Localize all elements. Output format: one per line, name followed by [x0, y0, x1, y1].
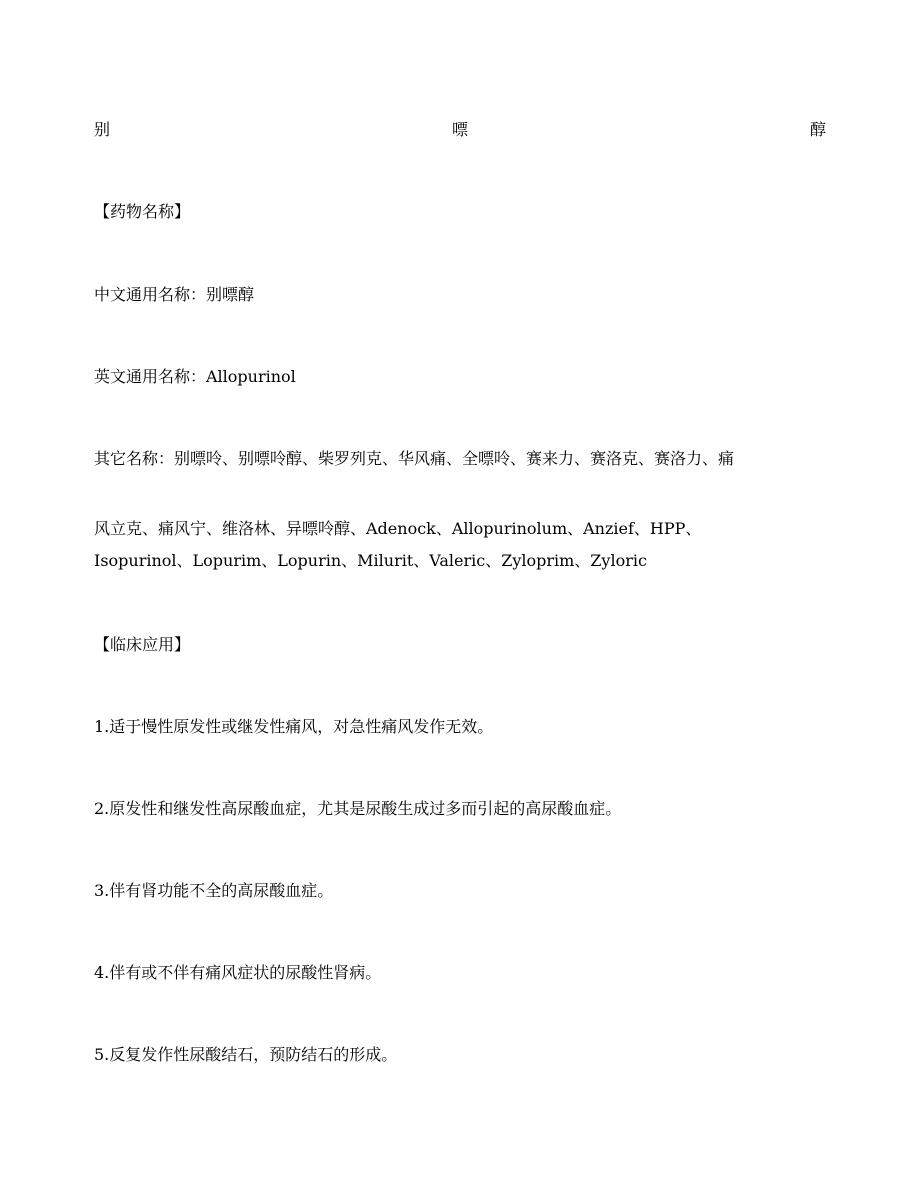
- other-names-line-2: 风立克、痛风宁、维洛林、异嘌呤醇、Adenock、Allopurinolum、Anzief、HPP、: [94, 519, 702, 538]
- document-title: [94, 120, 826, 140]
- clinical-use-item-3: 3.伴有肾功能不全的高尿酸血症。: [94, 881, 334, 900]
- other-names-line-1: 其它名称：别嘌呤、别嘌呤醇、柴罗列克、华风痛、全嘌呤、赛来力、赛洛克、赛洛力、痛: [94, 449, 735, 468]
- other-names-line-3: Isopurinol、Lopurim、Lopurin、Milurit、Valeric、Zyloprim、Zyloric: [94, 551, 647, 570]
- drug-name-heading: 【药物名称】: [94, 202, 191, 221]
- clinical-use-item-5: 5.反复发作性尿酸结石，预防结石的形成。: [94, 1045, 398, 1064]
- title-char-3: 醇: [809, 120, 826, 139]
- english-generic-name: 英文通用名称：Allopurinol: [94, 367, 296, 386]
- clinical-use-heading: 【临床应用】: [94, 635, 191, 654]
- chinese-generic-name: 中文通用名称：别嘌醇: [94, 285, 255, 304]
- clinical-use-item-1: 1.适于慢性原发性或继发性痛风，对急性痛风发作无效。: [94, 717, 494, 736]
- clinical-use-item-4: 4.伴有或不伴有痛风症状的尿酸性肾病。: [94, 963, 382, 982]
- title-char-2: 嘌: [451, 120, 468, 139]
- clinical-use-item-2: 2.原发性和继发性高尿酸血症，尤其是尿酸生成过多而引起的高尿酸血症。: [94, 799, 622, 818]
- title-char-1: 别: [94, 120, 111, 139]
